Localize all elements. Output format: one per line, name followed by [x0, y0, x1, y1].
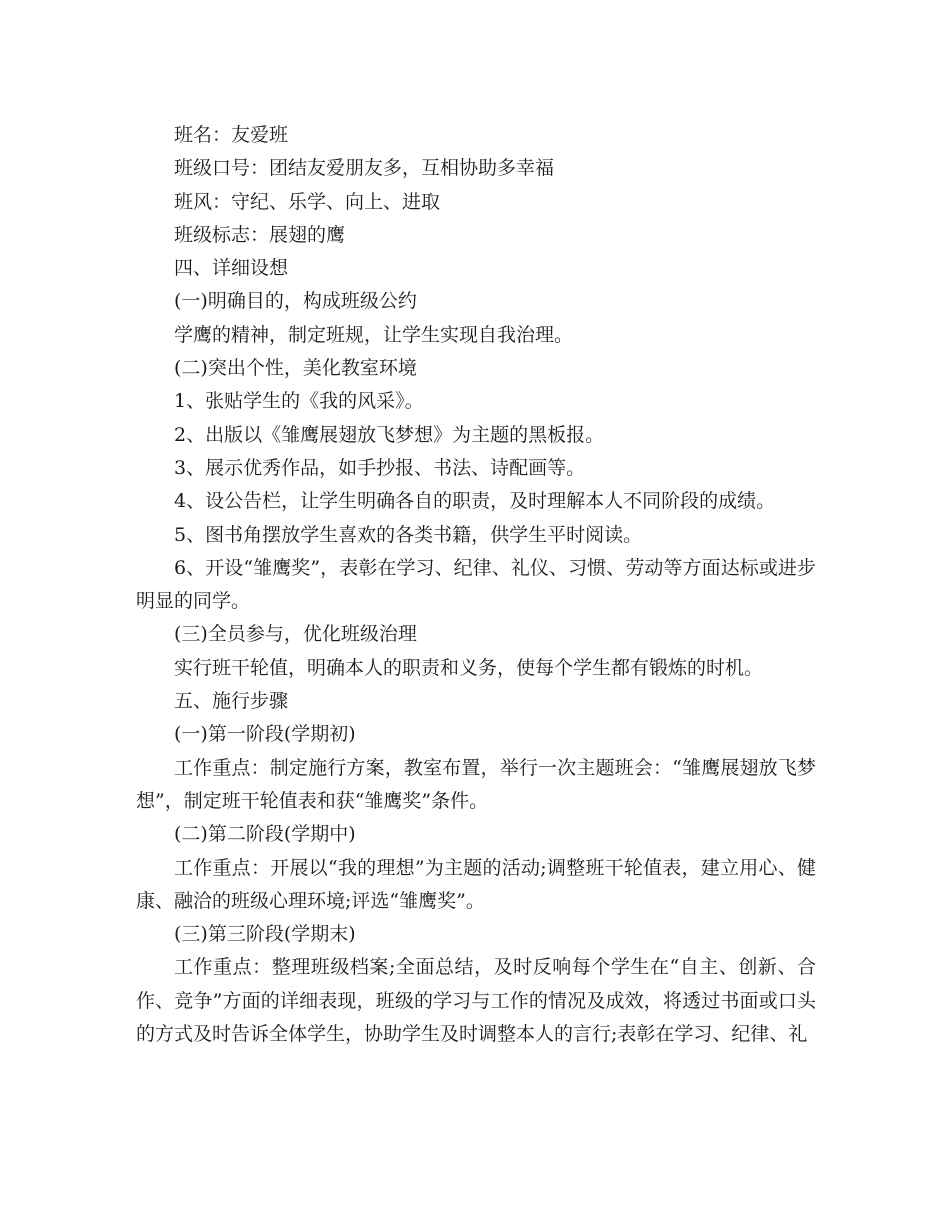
document-body [136, 119, 816, 1051]
list-item-3: 3、展示优秀作品，如手抄报、书法、诗配画等。 [174, 456, 586, 479]
section-heading-5: 五、施行步骤 [174, 690, 289, 713]
subheading-5-2: (二)第二阶段(学期中) [174, 823, 356, 846]
paragraph-class-slogan: 班级口号：团结友爱朋友多，互相协助多幸福 [174, 157, 555, 180]
subheading-4-3: (三)全员参与，优化班级治理 [174, 623, 417, 646]
list-item-1: 1、张贴学生的《我的风采》。 [174, 390, 424, 413]
paragraph: 工作重点：整理班级档案;全面总结，及时反响每个学生在“自主、创新、合作、竞争”方面的详细表现，班级的学习与工作的情况及成效，将透过书面或口头的方式及时告诉全体学生，协助学生及时调整本人的言行;表彰在学习、纪律、礼 [136, 956, 816, 1046]
paragraph: 实行班干轮值，明确本人的职责和义务，使每个学生都有锻炼的时机。 [174, 656, 764, 679]
list-item-6: 6、开设“雏鹰奖”，表彰在学习、纪律、礼仪、习惯、劳动等方面达标或进步明显的同学。 [136, 556, 816, 613]
paragraph: 学鹰的精神，制定班规，让学生实现自我治理。 [174, 323, 574, 346]
subheading-5-3: (三)第三阶段(学期末) [174, 923, 356, 946]
subheading-4-2: (二)突出个性，美化教室环境 [174, 357, 417, 380]
paragraph-class-name: 班名：友爱班 [174, 124, 289, 146]
paragraph: 工作重点：制定施行方案，教室布置，举行一次主题班会：“雏鹰展翅放飞梦想”，制定班干轮值表和获“雏鹰奖”条件。 [136, 756, 816, 812]
list-item-2: 2、出版以《雏鹰展翅放飞梦想》为主题的黑板报。 [174, 423, 605, 446]
section-heading-4: 四、详细设想 [174, 257, 289, 280]
paragraph: 工作重点：开展以“我的理想”为主题的活动;调整班干轮值表，建立用心、健康、融洽的班级心理环境;评选“雏鹰奖”。 [136, 856, 816, 912]
subheading-4-1: (一)明确目的，构成班级公约 [174, 290, 417, 313]
list-item-4: 4、设公告栏，让学生明确各自的职责，及时理解本人不同阶段的成绩。 [174, 490, 776, 513]
paragraph-class-style: 班风：守纪、乐学、向上、进取 [174, 190, 441, 213]
list-item-5: 5、图书角摆放学生喜欢的各类书籍，供学生平时阅读。 [174, 523, 643, 546]
subheading-5-1: (一)第一阶段(学期初) [174, 723, 356, 746]
paragraph-class-emblem: 班级标志：展翅的鹰 [174, 223, 346, 246]
